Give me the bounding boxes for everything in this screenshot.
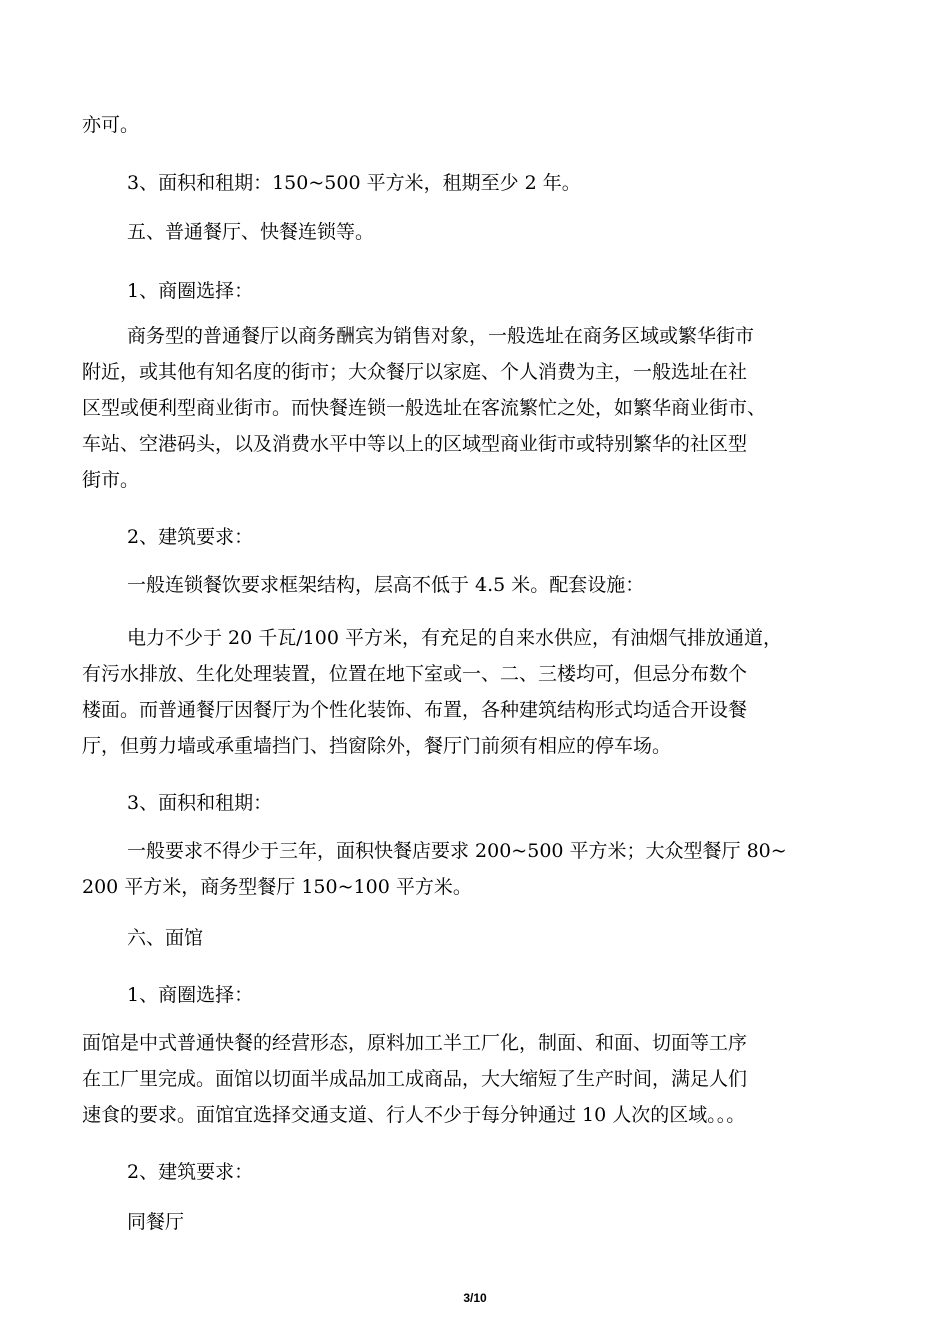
text-line: 区型或便利型商业街市。而快餐连锁一般选址在客流繁忙之处，如繁华商业街市、 (82, 397, 767, 419)
text-line: 一般连锁餐饮要求框架结构，层高不低于 4.5 米。配套设施： (127, 574, 645, 596)
text-line: 有污水排放、生化处理装置，位置在地下室或一、二、三楼均可，但忌分布数个 (82, 663, 748, 685)
text-line: 一般要求不得少于三年，面积快餐店要求 200~500 平方米；大众型餐厅 80~ (127, 840, 787, 862)
section-heading: 六、面馆 (127, 927, 204, 949)
section-heading: 2、建筑要求： (127, 1161, 254, 1183)
text-line: 同餐厅 (127, 1211, 185, 1233)
section-heading: 1、商圈选择： (127, 280, 254, 302)
text-line: 附近，或其他有知名度的街市；大众餐厅以家庭、个人消费为主，一般选址在社 (82, 361, 748, 383)
section-heading: 3、面积和租期：150~500 平方米，租期至少 2 年。 (127, 172, 581, 194)
text-line: 200 平方米，商务型餐厅 150~100 平方米。 (82, 876, 472, 898)
section-heading: 3、面积和租期： (127, 792, 273, 814)
text-line: 厅，但剪力墙或承重墙挡门、挡窗除外，餐厅门前须有相应的停车场。 (82, 735, 672, 757)
section-heading: 五、普通餐厅、快餐连锁等。 (127, 221, 375, 243)
text-line: 街市。 (82, 469, 140, 491)
section-heading: 1、商圈选择： (127, 984, 254, 1006)
page-number: 3/10 (463, 1291, 487, 1305)
text-line: 楼面。而普通餐厅因餐厅为个性化装饰、布置，各种建筑结构形式均适合开设餐 (82, 699, 748, 721)
section-heading: 2、建筑要求： (127, 526, 254, 548)
text-line: 商务型的普通餐厅以商务酬宾为销售对象，一般选址在商务区域或繁华街市 (127, 325, 755, 347)
text-line: 面馆是中式普通快餐的经营形态，原料加工半工厂化，制面、和面、切面等工序 (82, 1032, 748, 1054)
text-line: 速食的要求。面馆宜选择交通支道、行人不少于每分钟通过 10 人次的区域。。。 (82, 1104, 746, 1126)
text-line: 电力不少于 20 千瓦/100 平方米，有充足的自来水供应，有油烟气排放通道， (127, 627, 782, 649)
text-line: 在工厂里完成。面馆以切面半成品加工成商品，大大缩短了生产时间，满足人们 (82, 1068, 748, 1090)
text-line: 车站、空港码头，以及消费水平中等以上的区域型商业街市或特别繁华的社区型 (82, 433, 748, 455)
text-line: 亦可。 (82, 114, 140, 136)
